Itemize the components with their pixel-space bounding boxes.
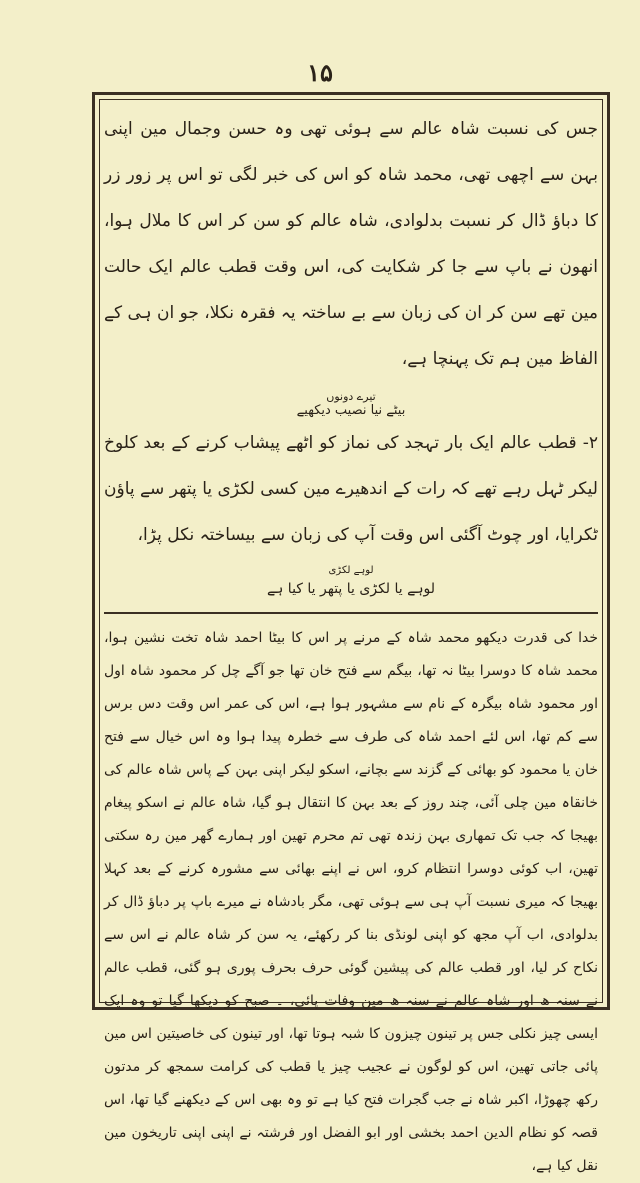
quote-1-gloss: تیرے دونوں bbox=[326, 390, 376, 403]
footnote: خدا کی قدرت دیکھو محمد شاہ کے مرنے پر اس کا بیٹا احمد شاہ تخت نشین ہوا، محمد شاہ کا دوسرا بیٹا نہ تھا، بیگم سے فتح خان تھا جو آگے چل کر محمود شاہ اول اور محمود شاہ بیگرہ کے نام سے مشہور ہوا ہے، اس کی عمر اس وقت دس برس سے کم تھا، اس لئے احمد شاہ کی طرف سے خطرہ پیدا ہوا وہ اس خیال سے فتح خان یا محمود کو بھائی کے گزند سے بچانے، اسکو لیکر اپنی بہن کے پاس شاہ عالم کی خانقاہ مین چلی آئی، چند روز کے بعد بہن کا انتقال ہو گیا، شاہ عالم نے اسکو پیغام بھیجا کہ جب تک تمھاری بہن زندہ تھی تم محرم تھین اور ہمارے گھر مین رہ سکتی تھین، اب کوئی دوسرا انتظام کرو، اس نے اپنے بھائی سے مشورہ کرنے کے بعد کہلا بھیجا کہ میری نسبت آپ ہی سے ہوئی تھی، مگر بادشاہ نے میرے باپ پر دباؤ ڈال کر بدلوادی، اب آپ مجھ کو اپنی لونڈی بنا کر رکھئے، یہ سن کر شاہ عالم نے اس سے نکاح کر لیا، اور قطب عالم کی پیشین گوئی حرف بحرف پوری ہو گئی، قطب عالم نے سنہ ھ اور شاہ عالم نے سنہ ھ مین وفات پائی، ۔ صبح کو دیکھا گیا تو وہ ایک ایسی چیز نکلی جس پر تینون چیزون کا شبہ ہوتا تھا، اور تینون کی خاصیتین اس مین پائی جاتی تھین، اس کو لوگون نے عجیب چیز یا قطب کی کرامت سمجھ کر مدتون رکھ چھوڑا، اکبر شاہ نے جب گجرات فتح کیا ہے تو وہ بھی اس کے دیکھنے گیا تھا، اس قصہ کو نظام الدین احمد بخشی اور ابو الفضل اور فرشتہ نے اپنی اپنی تاریخون مین نقل کیا ہے، bbox=[104, 630, 598, 1174]
footnote-divider bbox=[104, 612, 598, 614]
paragraph-1: جس کی نسبت شاہ عالم سے ہوئی تھی وہ حسن وجمال مین اپنی بہن سے اچھی تھی، محمد شاہ کو اس کی خبر لگی تو اس پر زور زر کا دباؤ ڈال کر نسبت بدلوادی، شاہ عالم کو سن کر اس کا ملال ہوا، انھون نے باپ سے جا کر شکایت کی، اس وقت قطب عالم ایک حالت مین تھے سن کر ان کی زبان سے بے ساختہ یہ فقرہ نکلا، جو ان ہی کے الفاظ مین ہم تک پہنچا ہے، bbox=[103, 119, 598, 369]
quote-2 bbox=[104, 562, 598, 598]
page-body bbox=[104, 106, 598, 1183]
quote-2-gloss: لوہے لکڑی bbox=[328, 565, 374, 576]
page-number: ۱۵ bbox=[307, 58, 333, 87]
quote-1-text: بیٹے نیا نصیب دیکھیے bbox=[296, 403, 406, 418]
paragraph-2: ۲- قطب عالم ایک بار تہجد کی نماز کو اٹھے پیشاب کرنے کے بعد کلوخ لیکر ٹہل رہے تھے کہ رات کے اندھیرے مین کسی لکڑی یا پتھر سے پاؤن ٹکرایا، اور چوٹ آگئی اس وقت آپ کی زبان سے بیساختہ نکل پڑا، bbox=[104, 433, 598, 545]
quote-1 bbox=[104, 390, 598, 418]
quote-2-text: لوہے یا لکڑی یا پتھر یا کیا ہے bbox=[266, 581, 436, 597]
